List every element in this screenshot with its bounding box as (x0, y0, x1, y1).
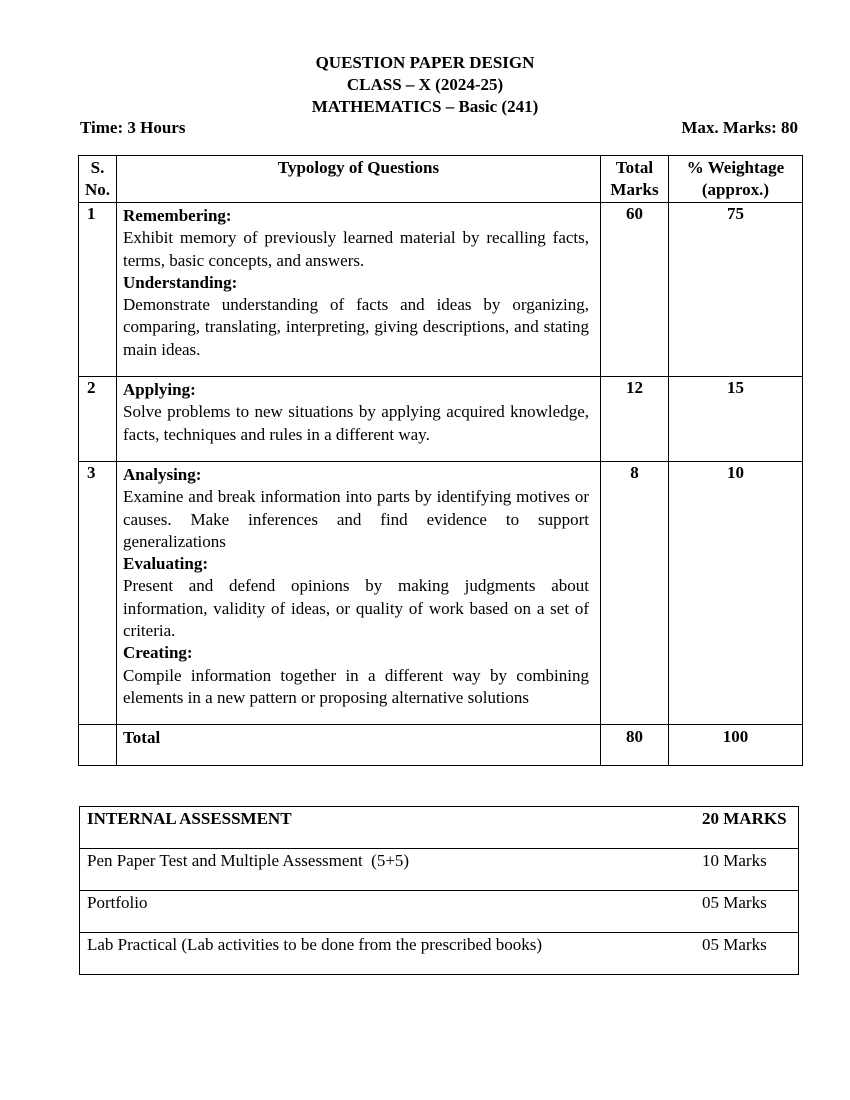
total-label: Total (117, 725, 601, 766)
typology-description: Present and defend opinions by making judgments about information, validity of ideas, or quality of work based on a set of criteria. (123, 576, 589, 641)
table-row (79, 203, 803, 377)
assessment-label: Portfolio (80, 891, 703, 933)
total-weightage: 100 (669, 725, 803, 766)
typology-description: Solve problems to new situations by applying acquired knowledge, facts, techniques and rules in a different way. (123, 402, 589, 444)
row-total-marks: 8 (601, 461, 669, 724)
typology-heading: Evaluating: (123, 554, 209, 574)
assessment-label: Lab Practical (Lab activities to be done from the prescribed books) (80, 933, 703, 975)
header-typology: Typology of Questions (117, 156, 601, 203)
typology-description: Demonstrate understanding of facts and ideas by organizing, comparing, translating, interpreting, giving descriptions, and stating main ideas. (123, 295, 589, 359)
header-total-marks (601, 156, 669, 203)
typology-heading: Creating: (123, 643, 193, 663)
title-line-1: QUESTION PAPER DESIGN (315, 53, 535, 72)
row-typology (117, 377, 601, 462)
total-row (79, 725, 803, 766)
row-weightage: 15 (669, 377, 803, 462)
document-title (0, 52, 850, 118)
max-marks: Max. Marks: 80 (681, 118, 798, 137)
exam-time: Time: 3 Hours (80, 118, 186, 137)
typology-description: Exhibit memory of previously learned material by recalling facts, terms, basic concepts, and answers. (123, 228, 589, 270)
assessment-marks: 05 Marks (702, 891, 799, 933)
header-weightage-line-2: (approx.) (701, 180, 770, 199)
typology-heading: Analysing: (123, 464, 202, 484)
header-sno-line-2: No. (84, 180, 111, 199)
row-typology (117, 203, 601, 377)
internal-assessment-table (79, 806, 799, 975)
typology-description: Compile information together in a different way by combining elements in a new pattern or proposing alternative solutions (123, 665, 589, 707)
header-weightage-line-1: % Weightage (686, 158, 785, 177)
total-marks: 80 (601, 725, 669, 766)
row-total-marks: 60 (601, 203, 669, 377)
title-line-3: MATHEMATICS – Basic (241) (311, 97, 539, 116)
row-sno: 3 (79, 461, 117, 724)
typology-heading: Remembering: (123, 206, 232, 225)
header-total-line-1: Total (615, 158, 654, 177)
assessment-label: Pen Paper Test and Multiple Assessment (5+5) (80, 849, 703, 891)
typology-heading: Applying: (123, 380, 196, 400)
title-line-2: CLASS – X (2024-25) (346, 75, 504, 94)
row-typology (117, 461, 601, 724)
assessment-marks: 10 Marks (702, 849, 799, 891)
header-sno (79, 156, 117, 203)
table-header-row (79, 156, 803, 203)
header-total-line-2: Marks (610, 180, 659, 199)
header-sno-line-1: S. (90, 158, 105, 177)
assessment-marks: 05 Marks (702, 933, 799, 975)
internal-assessment-marks: 20 MARKS (702, 807, 799, 849)
table-row (79, 461, 803, 724)
list-item (80, 849, 799, 891)
typology-heading: Understanding: (123, 272, 238, 292)
question-typology-table (78, 155, 803, 766)
total-row-empty-cell (79, 725, 117, 766)
internal-assessment-title: INTERNAL ASSESSMENT (80, 807, 703, 849)
list-item (80, 891, 799, 933)
table-row (79, 377, 803, 462)
row-sno: 1 (79, 203, 117, 377)
typology-description: Examine and break information into parts by identifying motives or causes. Make inferences and find evidence to support generalizations (123, 487, 589, 551)
row-weightage: 75 (669, 203, 803, 377)
row-total-marks: 12 (601, 377, 669, 462)
internal-assessment-header (80, 807, 799, 849)
list-item (80, 933, 799, 975)
row-sno: 2 (79, 377, 117, 462)
header-weightage (669, 156, 803, 203)
row-weightage: 10 (669, 461, 803, 724)
